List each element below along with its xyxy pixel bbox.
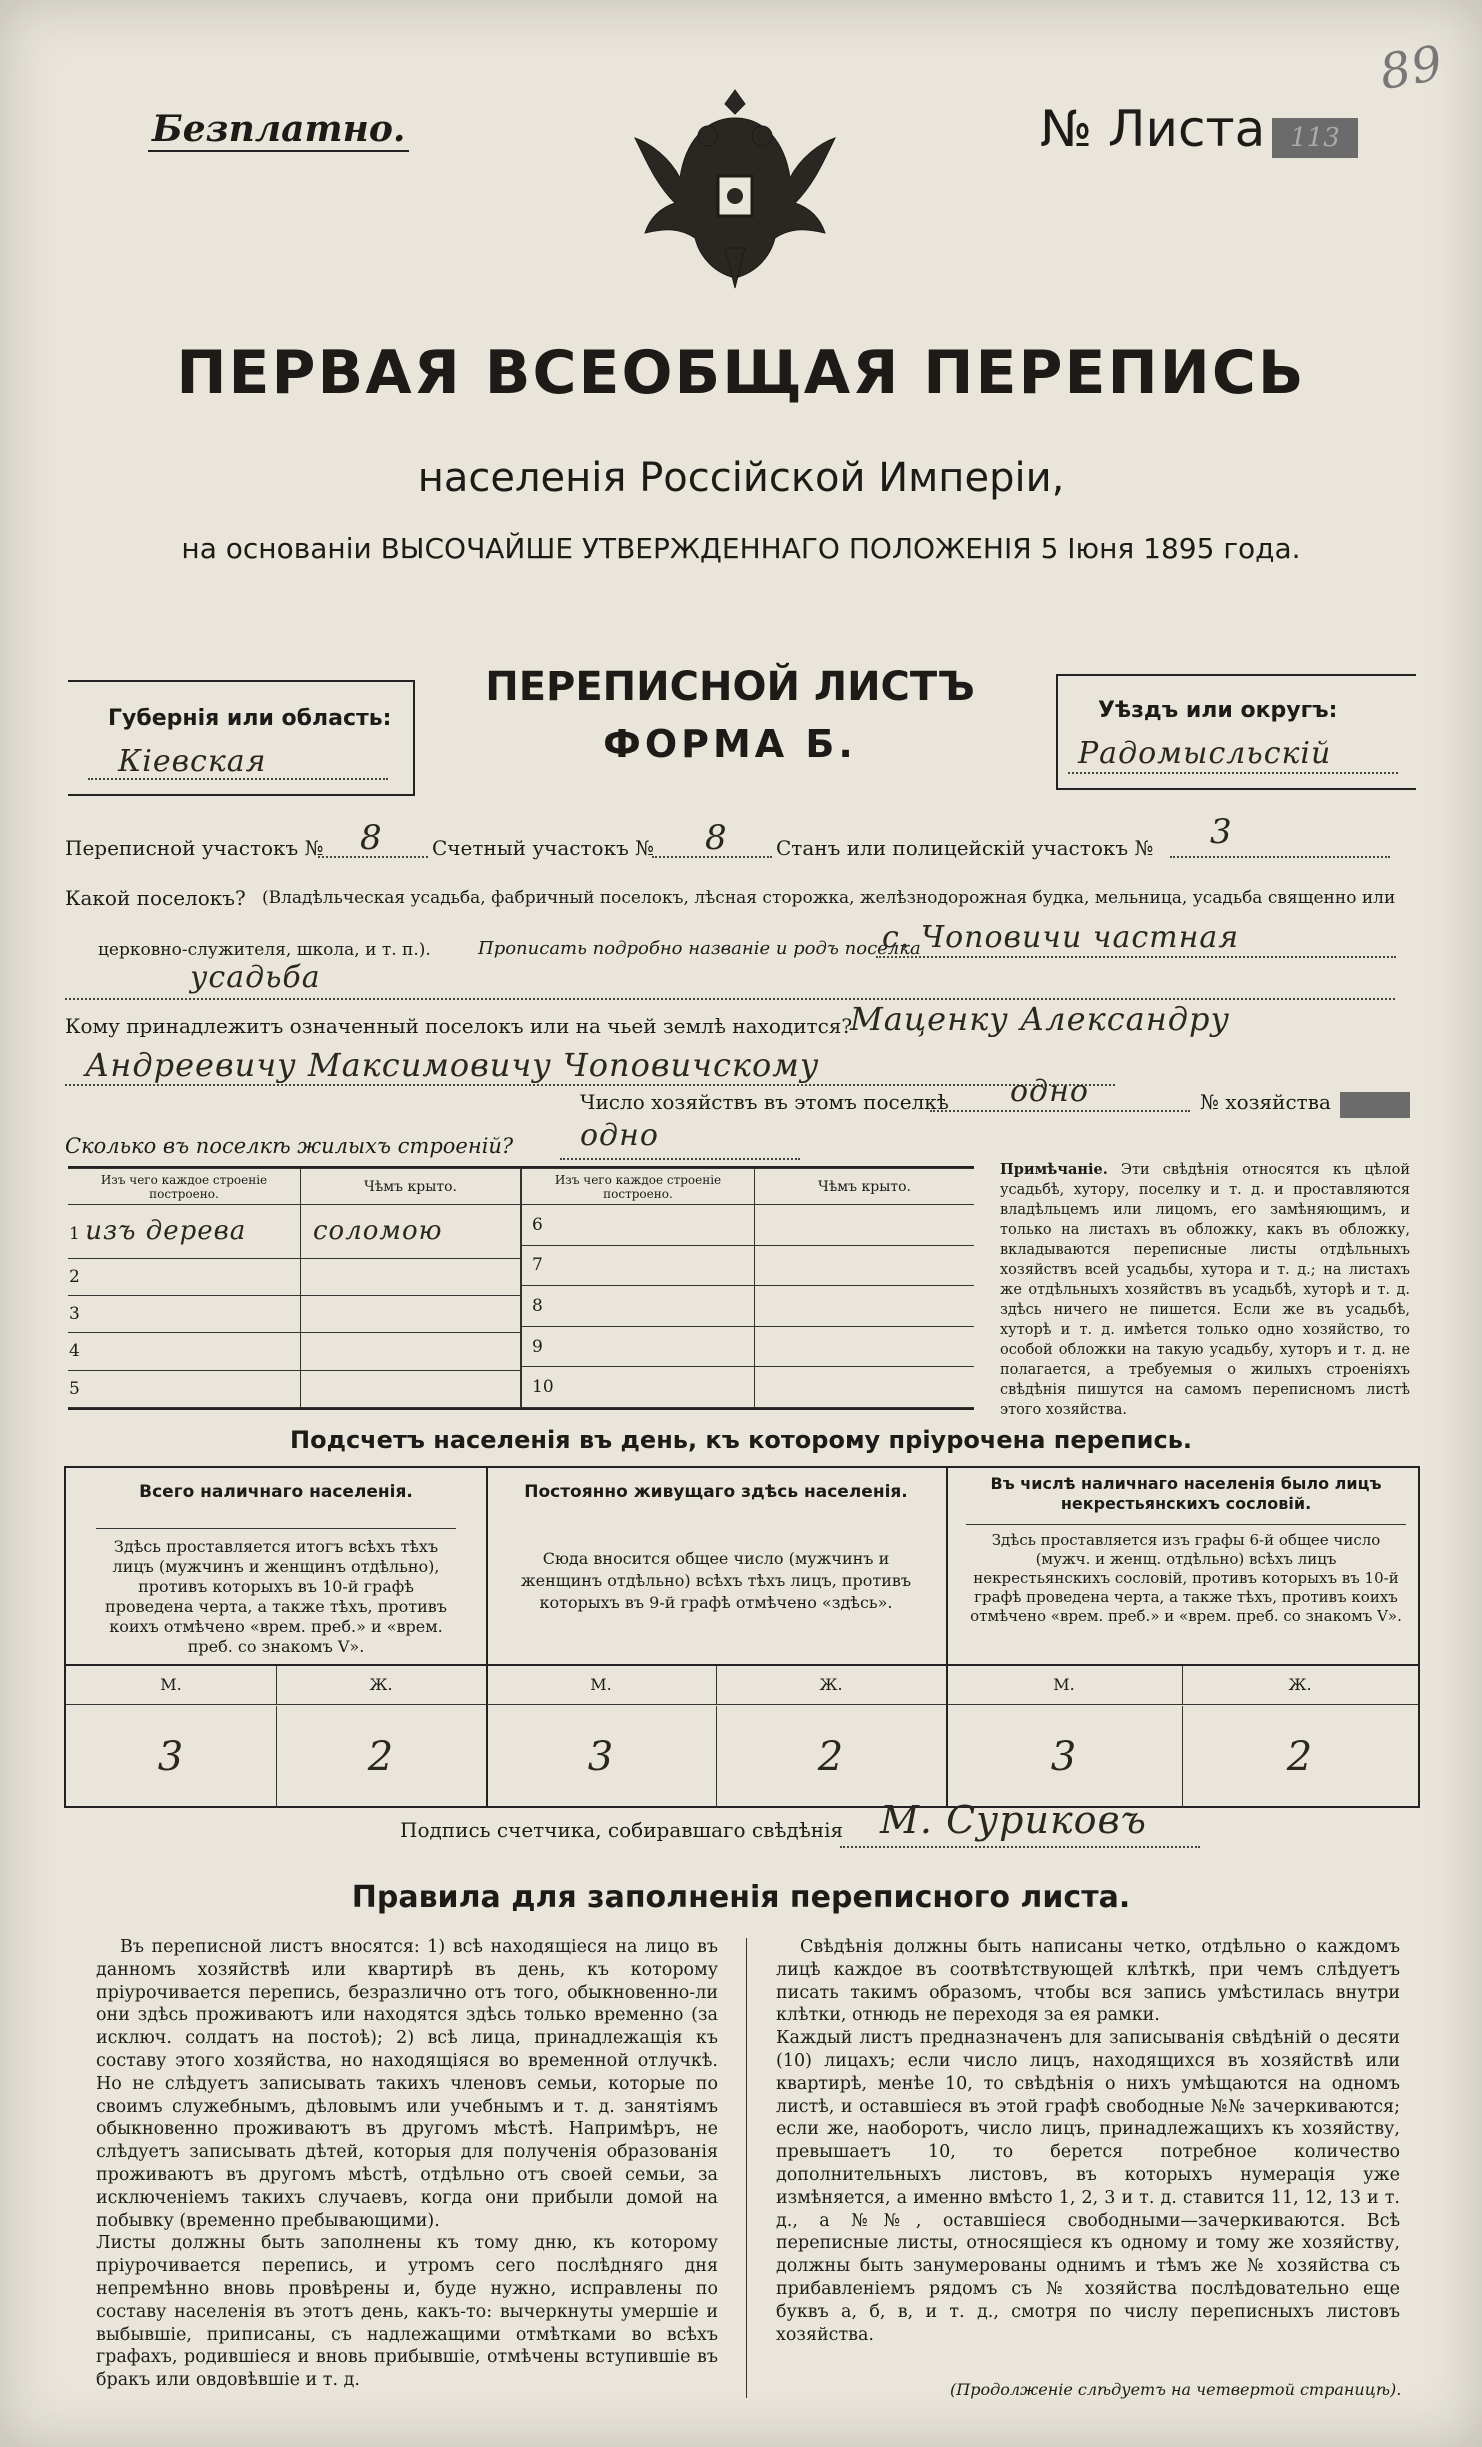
f-label-2: Ж. xyxy=(716,1666,946,1705)
rules-left: Въ переписной листъ вносятся: 1) всѣ находящіеся на лицо въ данномъ хозяйствѣ или квартирѣ въ день, къ которому пріурочивается перепись, безразлично отъ того, обыкновенно-ли они здѣсь проживаютъ или находятся здѣсь только временно (за исключ. солдатъ на постоѣ); 2) всѣ лица, принадлежащія къ составу этого хозяйства, но находящіяся во временной отлучкѣ. Но не слѣдуетъ записывать такихъ членовъ семьи, которые по своимъ служебнымъ, дѣловымъ или учебнымъ и т. д. занятіямъ обыкновенно проживаютъ въ другомъ мѣстѣ. Напримѣръ, не слѣдуетъ записывать дѣтей, которыя для полученія образованія проживаютъ въ другомъ мѣстѣ, отдѣльно отъ своей семьи, за исключеніемъ такихъ случаевъ, когда они прибыли домой на побывку (временно пребывающими). Листы должны быть заполнены къ тому дню, къ которому пріурочивается перепись, и утромъ сего послѣдняго дня непремѣнно вновь провѣрены и, буде нужно, исправлены по составу населенія въ этотъ день, какъ-то: вычеркнуты умершіе и выбывшіе, приписаны, съ надлежащими отмѣтками во всѣхъ графахъ, родившіеся и вновь прибывшіе, отмѣчены вступившіе въ бракъ или овдовѣвшіе и т. д. xyxy=(96,1937,718,2391)
note-text: Эти свѣдѣнія относятся къ цѣлой усадьбѣ, хутору, поселку и т. д. и проставляются владѣльцемъ или лицомъ, его замѣняющимъ, и только на листахъ въ обложку, какъ въ обложку, вкладываются переписные листы отдѣльныхъ хозяйствъ всей усадьбы, хутора и т. д.; на листахъ же отдѣльныхъ хозяйствъ въ усадьбѣ, хуторѣ и т. д. здѣсь ничего не пишется. Если же въ усадьбѣ, хуторѣ и т. д. имѣется только одно хозяйство, то особой обложки на такую усадьбу, хуторъ и т. д. не полагается, а требуемыя о жилыхъ строеніяхъ свѣдѣнія пишутся на самомъ переписномъ листѣ этого хозяйства. xyxy=(1000,1162,1410,1418)
count-plot-value: 8 xyxy=(705,818,728,858)
stan-label: Станъ или полицейскій участокъ № xyxy=(776,836,1154,860)
subtitle: населенія Россійской Имперіи, xyxy=(417,455,1065,501)
rules-continued: (Продолженіе слѣдуетъ на четвертой страницѣ). xyxy=(950,2380,1402,2399)
table-row: 4 xyxy=(68,1333,521,1370)
owner-line xyxy=(65,1084,1115,1086)
table-row: 2 xyxy=(68,1258,521,1295)
margin-note: 89 xyxy=(1375,34,1448,102)
table-row: 9 xyxy=(522,1326,975,1367)
province-label: Губернія или область: xyxy=(108,706,392,731)
owner-label: Кому принадлежитъ означенный поселокъ или на чьей землѣ находится? xyxy=(65,1014,853,1038)
pop-1-male: 3 xyxy=(66,1706,277,1808)
buildings-col-roof-2: Чѣмъ крыто. xyxy=(755,1169,975,1205)
count-plot-line xyxy=(652,856,772,858)
f-label-1: Ж. xyxy=(276,1666,486,1705)
buildings-table-left xyxy=(68,1168,521,1408)
settlement-line xyxy=(876,956,1396,958)
note-block xyxy=(1000,1160,1410,1420)
basis-line: на основаніи ВЫСОЧАЙШЕ УТВЕРЖДЕННАГО ПОЛОЖЕНІЯ 5 Іюня 1895 года. xyxy=(181,532,1301,565)
pop-3-male: 3 xyxy=(946,1706,1183,1808)
free-label: Безплатно. xyxy=(148,108,409,152)
pop-col-1-desc: Здѣсь проставляется итогъ всѣхъ тѣхъ лицъ (мужчинъ и женщинъ отдѣльно), противъ которыхъ въ 10-й графѣ проведена черта, а также тѣхъ, противъ коихъ отмѣчено «врем. преб.» и «врем. преб. со знакомъ V». xyxy=(96,1528,456,1657)
f-label-3: Ж. xyxy=(1182,1666,1418,1705)
owner-value-2: Андреевичу Максимовичу Чоповичскому xyxy=(85,1046,820,1084)
province-box xyxy=(68,680,415,796)
population-table xyxy=(64,1466,1420,1808)
buildings-label: Сколько въ поселкѣ жилыхъ строеній? xyxy=(65,1134,514,1158)
district-line xyxy=(1068,772,1398,774)
pop-col-1-title: Всего наличнаго населенія. xyxy=(139,1482,413,1502)
household-number-stamp xyxy=(1340,1092,1410,1118)
buildings-col-roof: Чѣмъ крыто. xyxy=(301,1169,521,1205)
buildings-table-right xyxy=(521,1168,974,1408)
stan-line xyxy=(1170,856,1390,858)
census-plot-line xyxy=(318,856,428,858)
pop-2-male: 3 xyxy=(486,1706,717,1808)
buildings-col-material-2: Изъ чего каждое строеніе построено. xyxy=(522,1169,755,1205)
pop-col-3-desc: Здѣсь проставляется изъ графы 6-й общее число (мужч. и женщ. отдѣльно) всѣхъ лицъ некрестьянскихъ сословій, противъ которыхъ въ 10-й графѣ проведена черта, а также тѣхъ, противъ коихъ отмѣчено «врем. преб.» и «врем. преб. со знакомъ V». xyxy=(966,1524,1406,1626)
census-plot-value: 8 xyxy=(360,818,383,858)
households-line xyxy=(930,1110,1190,1112)
table-row: 10 xyxy=(522,1367,975,1408)
table-row: 3 xyxy=(68,1295,521,1332)
settlement-hint: (Владѣльческая усадьба, фабричный поселокъ, лѣсная сторожка, желѣзнодорожная будка, мельница, усадьба священно или xyxy=(262,888,1396,908)
stan-value: 3 xyxy=(1210,812,1233,852)
buildings-value: одно xyxy=(580,1118,659,1153)
m-label-1: М. xyxy=(66,1666,277,1705)
signature-label: Подпись счетчика, собиравшаго свѣдѣнія xyxy=(400,1818,844,1842)
buildings-col-material: Изъ чего каждое строеніе построено. xyxy=(68,1169,301,1205)
table-row: 5 xyxy=(68,1370,521,1407)
sheet-number-stamp: 113 xyxy=(1272,118,1358,158)
pop-1-female: 2 xyxy=(367,1734,395,1780)
table-row: 6 xyxy=(522,1205,975,1246)
main-title: ПЕРВАЯ ВСЕОБЩАЯ ПЕРЕПИСЬ xyxy=(176,338,1306,408)
district-box xyxy=(1056,674,1416,790)
imperial-eagle-icon xyxy=(630,78,840,298)
district-label: Уѣздъ или округъ: xyxy=(1098,698,1338,723)
note-title: Примѣчаніе. xyxy=(1000,1161,1108,1178)
owner-value: Маценку Александру xyxy=(850,1000,1231,1038)
district-value: Радомысльскій xyxy=(1078,736,1332,771)
table-row: 8 xyxy=(522,1286,975,1327)
m-label-2: М. xyxy=(486,1666,717,1705)
signature-value: М. Суриковъ xyxy=(880,1798,1147,1842)
pop-mf-row xyxy=(66,1664,1418,1808)
pop-col-3-title: Въ числѣ наличнаго населенія было лицъ некрестьянскихъ сословій. xyxy=(990,1474,1382,1513)
settlement-hint2: церковно-служителя, школа, и т. п.). xyxy=(98,940,431,960)
table-row: 7 xyxy=(522,1245,975,1286)
settlement-hint3: Прописать подробно названіе и родъ поселка xyxy=(478,938,921,959)
m-label-3: М. xyxy=(946,1666,1183,1705)
settlement-value: с. Чоповичи частная xyxy=(882,920,1240,955)
count-plot-label: Счетный участокъ № xyxy=(432,836,655,860)
rules-heading: Правила для заполненія переписного листа. xyxy=(351,1880,1131,1915)
sheet-number-label: № Листа xyxy=(1040,100,1266,158)
pop-3-female: 2 xyxy=(1286,1734,1314,1780)
household-number-label: № хозяйства xyxy=(1200,1090,1331,1114)
settlement-label: Какой поселокъ? xyxy=(65,886,246,910)
form-title: ПЕРЕПИСНОЙ ЛИСТЪ xyxy=(485,664,975,710)
households-value: одно xyxy=(1010,1074,1089,1109)
census-plot-label: Переписной участокъ № xyxy=(65,836,324,860)
settlement-value-2: усадьба xyxy=(190,960,321,995)
buildings-table xyxy=(68,1166,974,1410)
rules-right: Свѣдѣнія должны быть написаны четко, отдѣльно о каждомъ лицѣ каждое въ соотвѣтствующей клѣткѣ, при чемъ слѣдуетъ писать такимъ образомъ, чтобы вся запись умѣстилась внутри клѣтки, отнюдь не переходя за ея рамки. Каждый листъ предназначенъ для записыванія свѣдѣній о десяти (10) лицахъ; если число лицъ, находящихся въ хозяйствѣ или квартирѣ, менѣе 10, то свѣдѣнія о нихъ умѣщаются на одномъ листѣ, и оставшіеся въ этой графѣ свободные №№ зачеркиваются; если же, наоборотъ, число лицъ, принадлежащихъ къ хозяйству, превышаетъ 10, то берется потребное количество дополнительныхъ листовъ, въ которыхъ нумерація уже измѣняется, а именно вмѣсто 1, 2, 3 и т. д. ставится 11, 12, 13 и т. д., а №№, оставшіеся свободными—зачеркиваются. Всѣ переписные листы, относящіеся къ одному и тому же хозяйству, должны быть занумерованы однимъ и тѣмъ же № хозяйства съ прибавленіемъ рядомъ съ № хозяйства послѣдовательно еще буквъ а, б, в, и т. д., смотря по числу переписныхъ листовъ хозяйства. xyxy=(776,1937,1400,2345)
province-value: Кіевская xyxy=(118,744,267,779)
pop-col-2-title: Постоянно живущаго здѣсь населенія. xyxy=(524,1482,908,1502)
province-line xyxy=(88,778,388,780)
households-label: Число хозяйствъ въ этомъ поселкѣ xyxy=(580,1090,949,1114)
signature-line xyxy=(840,1846,1200,1848)
form-subtitle: ФОРМА Б. xyxy=(603,722,857,766)
pop-col-2-desc: Сюда вносится общее число (мужчинъ и женщинъ отдѣльно) всѣхъ тѣхъ лицъ, противъ которыхъ въ 9-й графѣ отмѣчено «здѣсь». xyxy=(520,1549,912,1612)
rules-divider xyxy=(746,1938,747,2398)
table-row: 1 изъ дерева соломою xyxy=(68,1205,521,1259)
buildings-line xyxy=(560,1158,800,1160)
population-heading: Подсчетъ населенія въ день, къ которому пріурочена перепись. xyxy=(290,1426,1192,1454)
pop-2-female: 2 xyxy=(817,1734,845,1780)
